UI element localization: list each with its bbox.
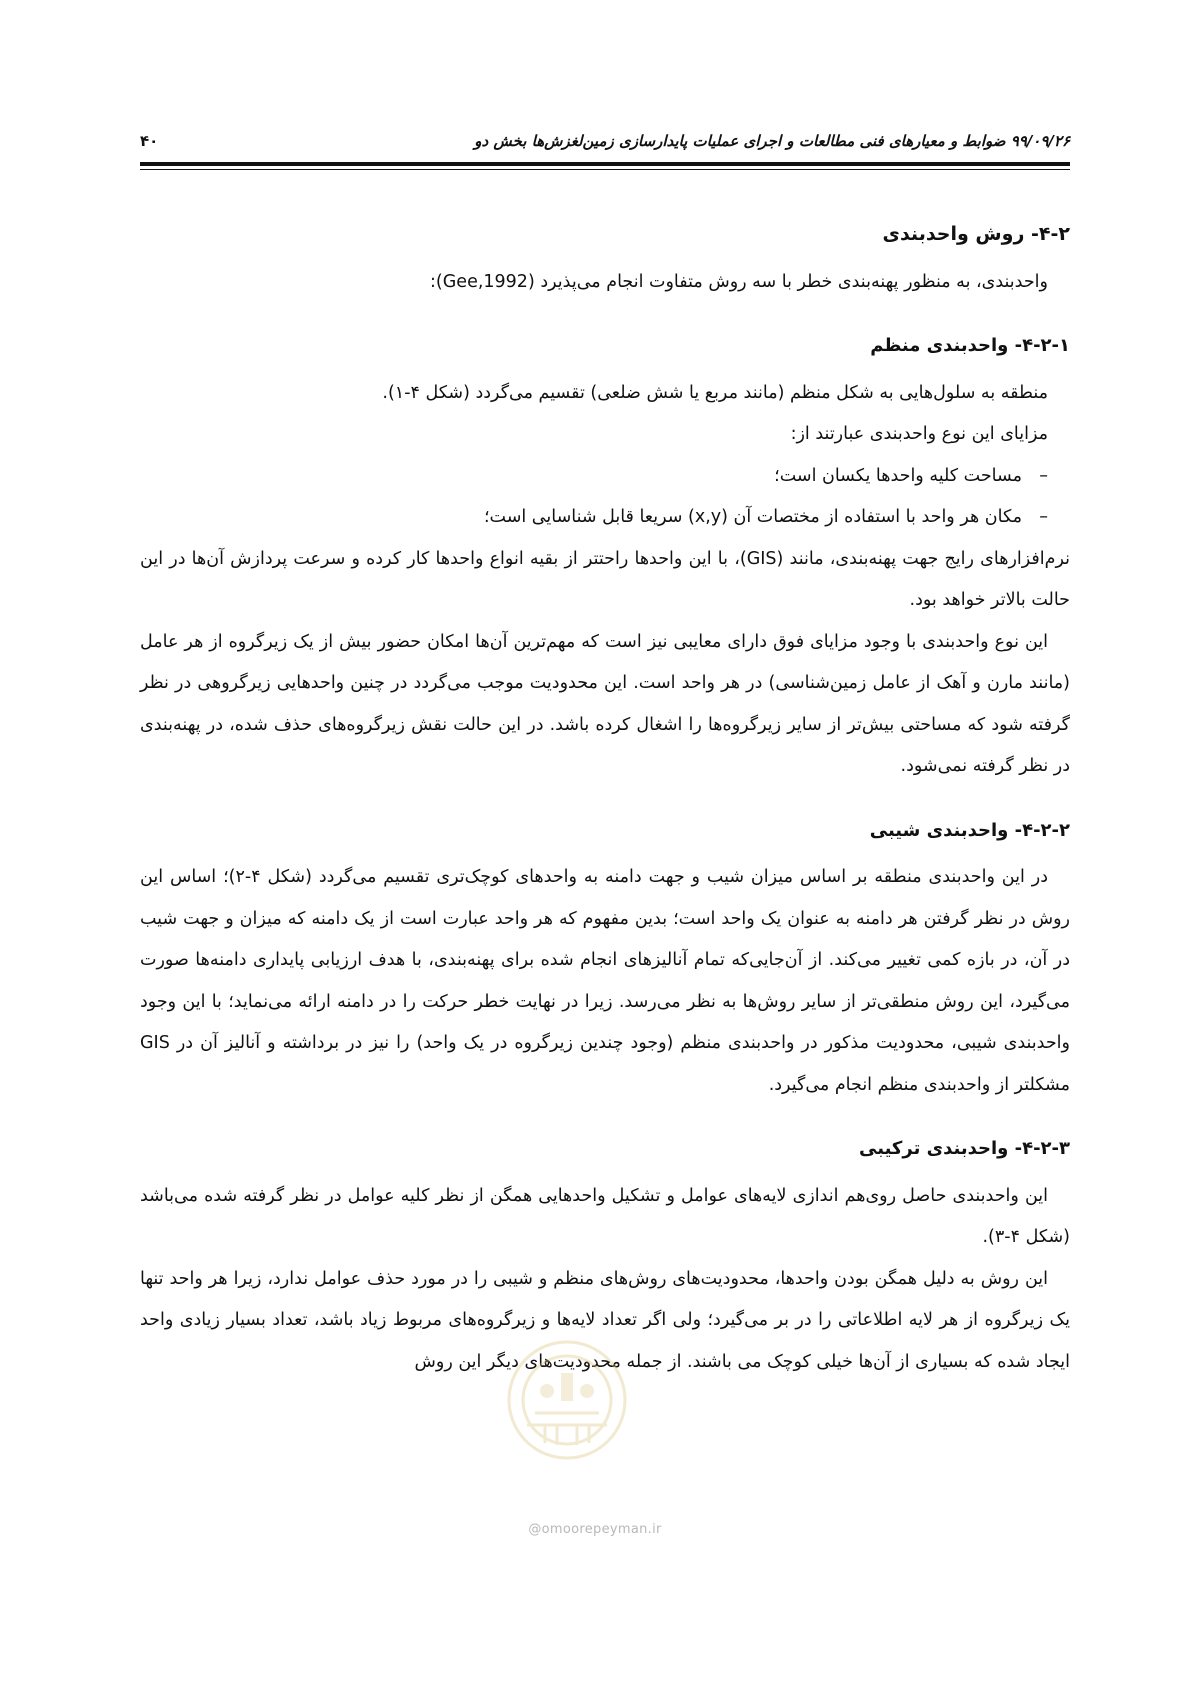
subsection-heading-slope: ۴-۲-۲- واحدبندی شیبی [869,819,1070,841]
watermark-seal-icon [487,1325,647,1475]
paragraph: در این واحدبندی منطقه بر اساس میزان شیب و جهت دامنه به واحدهای کوچک‌تری تقسیم می‌گردد (شکل ۴-۲)؛ اساس این روش در نظر گرفتن هر دامنه به عنوان یک واحد است؛ بدین مفهوم که هر واحد عبارت است از یک دامنه که میزان و جهت شیب در آن، در بازه کمی تغییر می‌کند. از آن‌جایی‌که تمام آنالیزهای انجام شده برای پهنه‌بندی، با هدف ارزیابی پایداری دامنه‌ها صورت می‌گیرد، این روش منطقی‌تر از سایر روش‌ها به نظر می‌رسد. زیرا در نهایت خطر حرکت را در دامنه ارائه می‌نماید؛ با این وجود واحدبندی شیبی، محدودیت مذکور در واحدبندی منظم (وجود چندین زیرگروه در یک واحد) را نیز در برداشته و آنالیز آن در GIS مشکلتر از واحدبندی منظم انجام می‌گیرد. [140,867,1070,1095]
running-header [140,128,1070,156]
dash-bullet: – [1039,465,1048,486]
paragraph: این نوع واحدبندی با وجود مزایای فوق دارای معایبی نیز است که مهم‌ترین آن‌ها امکان حضور بیش از یک زیرگروه از هر عامل (مانند مارن و آهک از عامل زمین‌شناسی) در هر واحد است. این محدودیت موجب می‌گردد در چنین واحدهایی زیرگروهی در نظر گرفته شود که مساحتی بیش‌تر از سایر زیرگروه‌ها را اشغال کرده باشد. در این حالت نقش زیرگروه‌های حذف شده، در پهنه‌بندی در نظر گرفته نمی‌شود. [140,631,1070,776]
header-title: ۹۹/۰۹/۲۶ ضوابط و معیارهای فنی مطالعات و اجرای عملیات پایدارسازی زمین‌لغزش‌ها بخش دو [474,132,1070,150]
watermark-url: @omoorepeyman.ir [528,1522,662,1537]
paragraph: مزایای این نوع واحدبندی عبارتند از: [790,424,1048,444]
list-item-text: مساحت کلیه واحدها یکسان است؛ [774,465,1022,486]
subsection-heading-combined: ۴-۲-۳- واحدبندی ترکیبی [859,1138,1070,1159]
list-item-text: مکان هر واحد با استفاده از مختصات آن (x,y) سریعا قابل شناسایی است؛ [483,507,1022,527]
paragraph: این واحدبندی حاصل روی‌هم اندازی لایه‌های عوامل و تشکیل واحدهایی همگن از نظر کلیه عوامل در نظر گرفته شده می‌باشد (شکل ۴-۳). [140,1185,1070,1247]
header-rule-thick [140,162,1070,166]
main-content [140,214,1070,1383]
subsection-heading-regular: ۴-۲-۱- واحدبندی منظم [870,335,1070,356]
paragraph: منطقه به سلول‌هایی به شکل منظم (مانند مربع یا شش ضلعی) تقسیم می‌گردد (شکل ۴-۱). [382,382,1048,403]
list-item [140,497,1048,539]
list-item [140,456,1048,498]
paragraph: نرم‌افزارهای رایج جهت پهنه‌بندی، مانند (GIS)، با این واحدها راحتتر از بقیه انواع واحدها کار کرده و سرعت پردازش آن‌ها در این حالت بالاتر خواهد بود. [140,548,1070,610]
dash-bullet: – [1039,507,1048,527]
paragraph: این روش به دلیل همگن بودن واحدها، محدودیت‌های روش‌های منظم و شیبی را در مورد حذف عوامل ندارد، زیرا هر واحد تنها یک زیرگروه از هر لایه اطلاعاتی را در بر می‌گیرد؛ ولی اگر تعداد لایه‌ها و زیرگروه‌های مربوط زیاد باشد، تعداد بسیار زیادی واحد ایجاد شده که بسیاری از آن‌ها خیلی کوچک می باشند. از جمله محدودیت‌های دیگر این روش [140,1268,1070,1372]
page-number: ۴۰ [140,132,159,150]
advantages-list [140,456,1070,539]
header-rule-thin [140,169,1070,170]
section-heading: ۴-۲- روش واحدبندی [882,223,1070,245]
section-intro: واحدبندی، به منظور پهنه‌بندی خطر با سه روش متفاوت انجام می‌پذیرد (Gee,1992): [430,271,1048,292]
